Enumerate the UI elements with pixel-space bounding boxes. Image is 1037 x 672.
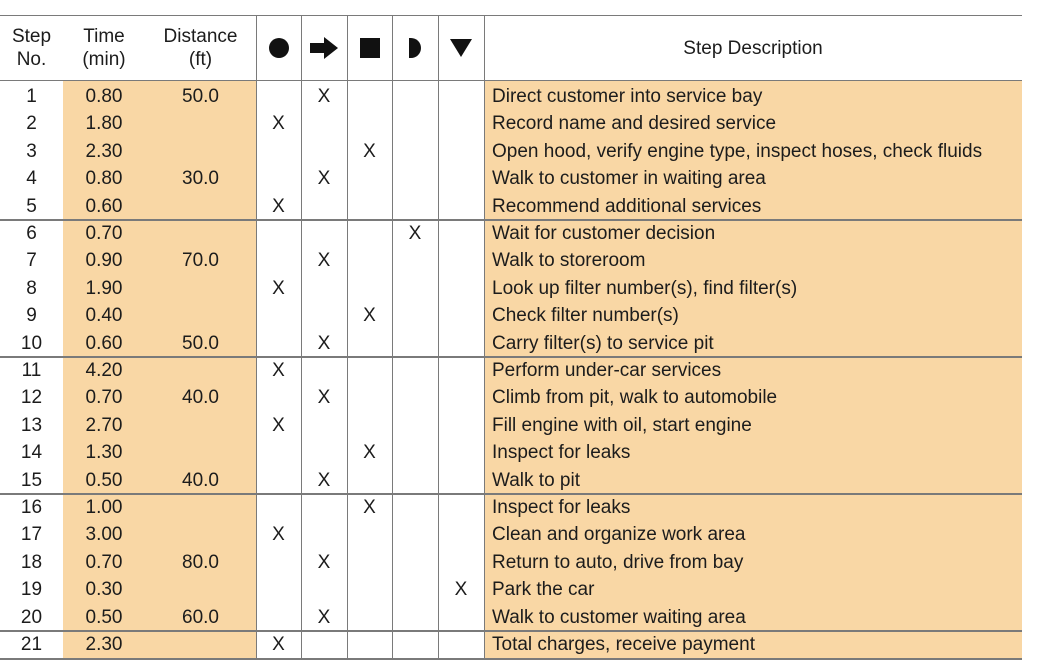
inspection-mark-cell <box>347 384 392 411</box>
distance-cell: 60.0 <box>182 606 219 628</box>
operation-mark-cell <box>256 138 301 165</box>
table-row <box>0 521 1022 548</box>
transport-mark-cell <box>301 576 347 603</box>
storage-mark-cell <box>438 439 484 466</box>
distance-cell <box>145 110 256 137</box>
operation-mark-cell <box>256 494 301 521</box>
inspection-mark-cell <box>347 330 392 357</box>
transport-mark-cell <box>301 193 347 220</box>
inspection-mark-cell <box>347 165 392 192</box>
operation-mark-cell <box>256 604 301 631</box>
delay-mark-cell <box>392 138 438 165</box>
step-no-cell: 13 <box>20 414 43 436</box>
step-description-cell: Inspect for leaks <box>492 497 631 518</box>
operation-mark-cell <box>256 467 301 494</box>
transport-mark-cell: X <box>317 551 331 573</box>
time-cell: 0.60 <box>85 332 123 354</box>
table-row <box>0 247 1022 274</box>
delay-mark-cell <box>392 631 438 658</box>
transport-mark-cell <box>301 110 347 137</box>
step-description-cell: Check filter number(s) <box>492 305 679 327</box>
storage-mark-cell <box>438 494 484 521</box>
time-cell: 0.70 <box>85 223 123 244</box>
transport-mark-cell: X <box>317 387 331 409</box>
table-row <box>0 357 1022 384</box>
inspection-mark-cell <box>347 193 392 220</box>
time-cell: 0.90 <box>85 250 123 272</box>
step-description-cell: Climb from pit, walk to automobile <box>492 387 778 409</box>
delay-mark-cell <box>392 110 438 137</box>
storage-mark-cell <box>438 412 484 439</box>
transport-mark-cell: X <box>317 86 331 107</box>
step-description-cell: Park the car <box>492 579 595 601</box>
delay-mark-cell <box>392 165 438 192</box>
time-cell: 0.60 <box>85 195 123 217</box>
distance-cell: 70.0 <box>182 250 219 272</box>
inspection-mark-cell <box>347 357 392 384</box>
header-time: Time (min) <box>82 26 126 70</box>
distance-cell <box>145 494 256 521</box>
storage-mark-cell <box>438 549 484 576</box>
storage-mark-cell <box>438 302 484 329</box>
transport-arrow-icon <box>301 16 347 80</box>
time-cell: 0.50 <box>85 606 123 628</box>
step-no-cell: 7 <box>26 250 37 272</box>
step-description-cell: Carry filter(s) to service pit <box>492 332 714 354</box>
delay-mark-cell <box>392 83 438 110</box>
step-no-cell: 20 <box>20 606 43 628</box>
inspection-mark-cell <box>347 631 392 658</box>
table-row <box>0 220 1022 247</box>
table-row <box>0 275 1022 302</box>
time-cell: 1.00 <box>85 497 123 518</box>
transport-mark-cell <box>301 220 347 247</box>
storage-mark-cell <box>438 83 484 110</box>
step-no-cell: 12 <box>20 387 43 409</box>
delay-mark-cell <box>392 330 438 357</box>
inspection-mark-cell <box>347 275 392 302</box>
step-description-cell: Fill engine with oil, start engine <box>492 414 752 436</box>
distance-cell <box>145 576 256 603</box>
operation-mark-cell <box>256 83 301 110</box>
operation-mark-cell: X <box>272 634 285 655</box>
storage-mark-cell <box>438 247 484 274</box>
table-row <box>0 193 1022 220</box>
delay-mark-cell <box>392 412 438 439</box>
inspection-mark-cell <box>347 83 392 110</box>
delay-mark-cell <box>392 357 438 384</box>
delay-mark-cell <box>392 439 438 466</box>
step-no-cell: 14 <box>20 442 43 464</box>
time-cell: 1.80 <box>85 113 123 135</box>
inspection-mark-cell: X <box>363 305 376 327</box>
distance-cell <box>145 220 256 247</box>
distance-cell <box>145 302 256 329</box>
header-distance: Distance (ft) <box>163 26 238 70</box>
time-cell: 1.30 <box>85 442 123 464</box>
step-no-cell: 1 <box>26 86 37 107</box>
operation-mark-cell <box>256 384 301 411</box>
inspection-mark-cell <box>347 247 392 274</box>
storage-mark-cell <box>438 275 484 302</box>
table-row <box>0 302 1022 329</box>
distance-cell: 40.0 <box>182 469 219 491</box>
step-no-cell: 4 <box>26 168 37 190</box>
table-row <box>0 467 1022 494</box>
inspection-mark-cell: X <box>363 442 376 464</box>
transport-mark-cell: X <box>317 168 331 190</box>
delay-mark-cell <box>392 467 438 494</box>
time-cell: 0.50 <box>85 469 123 491</box>
delay-mark-cell <box>392 275 438 302</box>
table-row <box>0 412 1022 439</box>
delay-d-icon <box>392 16 438 80</box>
step-no-cell: 10 <box>20 332 43 354</box>
storage-mark-cell <box>438 467 484 494</box>
storage-mark-cell <box>438 330 484 357</box>
inspection-mark-cell: X <box>363 497 376 518</box>
distance-cell <box>145 631 256 658</box>
step-description-cell: Recommend additional services <box>492 195 762 217</box>
step-description-cell: Walk to customer waiting area <box>492 606 746 628</box>
transport-mark-cell: X <box>317 332 331 354</box>
transport-mark-cell <box>301 412 347 439</box>
operation-mark-cell <box>256 302 301 329</box>
table-row <box>0 439 1022 466</box>
storage-mark-cell <box>438 138 484 165</box>
distance-cell <box>145 412 256 439</box>
table-row <box>0 165 1022 192</box>
step-description-cell: Look up filter number(s), find filter(s) <box>492 277 798 299</box>
operation-mark-cell <box>256 330 301 357</box>
operation-mark-cell <box>256 165 301 192</box>
transport-mark-cell <box>301 357 347 384</box>
delay-mark-cell <box>392 576 438 603</box>
operation-mark-cell: X <box>272 113 285 135</box>
step-description-cell: Open hood, verify engine type, inspect hoses, check fluids <box>492 140 983 162</box>
operation-mark-cell <box>256 576 301 603</box>
delay-mark-cell <box>392 521 438 548</box>
delay-mark-cell <box>392 549 438 576</box>
step-no-cell: 3 <box>26 140 37 162</box>
table-row <box>0 549 1022 576</box>
step-description-cell: Walk to pit <box>492 469 580 491</box>
delay-mark-cell <box>392 193 438 220</box>
transport-mark-cell: X <box>317 469 331 491</box>
storage-mark-cell: X <box>454 579 468 601</box>
transport-mark-cell <box>301 275 347 302</box>
operation-mark-cell: X <box>272 195 285 217</box>
inspection-mark-cell <box>347 110 392 137</box>
step-no-cell: 16 <box>20 497 43 518</box>
time-cell: 0.30 <box>85 579 123 601</box>
storage-mark-cell <box>438 357 484 384</box>
time-cell: 2.30 <box>85 140 123 162</box>
transport-mark-cell <box>301 521 347 548</box>
transport-mark-cell: X <box>317 606 331 628</box>
step-description-cell: Direct customer into service bay <box>492 86 763 107</box>
storage-mark-cell <box>438 165 484 192</box>
step-no-cell: 8 <box>26 277 37 299</box>
distance-cell <box>145 357 256 384</box>
table-row <box>0 110 1022 137</box>
inspection-mark-cell <box>347 604 392 631</box>
time-cell: 1.90 <box>85 277 123 299</box>
step-description-cell: Record name and desired service <box>492 113 777 135</box>
step-no-cell: 18 <box>20 551 43 573</box>
time-cell: 4.20 <box>85 360 123 381</box>
operation-mark-cell <box>256 247 301 274</box>
inspection-mark-cell <box>347 576 392 603</box>
distance-cell <box>145 439 256 466</box>
step-no-cell: 9 <box>26 305 37 327</box>
transport-mark-cell: X <box>317 250 331 272</box>
table-row <box>0 138 1022 165</box>
step-description-cell: Return to auto, drive from bay <box>492 551 744 573</box>
table-row <box>0 384 1022 411</box>
time-cell: 3.00 <box>85 524 123 546</box>
inspection-mark-cell <box>347 412 392 439</box>
inspection-mark-cell <box>347 549 392 576</box>
inspection-square-icon <box>347 16 392 80</box>
step-description-cell: Perform under-car services <box>492 360 722 381</box>
distance-cell: 50.0 <box>182 86 219 107</box>
delay-mark-cell <box>392 247 438 274</box>
step-no-cell: 21 <box>20 634 43 655</box>
header-step-no: Step No. <box>11 26 52 70</box>
step-no-cell: 6 <box>26 223 37 244</box>
step-description-cell: Clean and organize work area <box>492 524 746 546</box>
operation-mark-cell: X <box>272 277 285 299</box>
time-cell: 0.40 <box>85 305 123 327</box>
transport-mark-cell <box>301 302 347 329</box>
table-row <box>0 604 1022 631</box>
step-no-cell: 15 <box>20 469 43 491</box>
step-description-cell: Walk to storeroom <box>492 250 646 272</box>
step-no-cell: 19 <box>20 579 43 601</box>
time-cell: 0.80 <box>85 86 123 107</box>
delay-mark-cell <box>392 384 438 411</box>
storage-mark-cell <box>438 193 484 220</box>
storage-mark-cell <box>438 110 484 137</box>
inspection-mark-cell <box>347 521 392 548</box>
distance-cell: 50.0 <box>182 332 219 354</box>
delay-mark-cell <box>392 494 438 521</box>
operation-mark-cell: X <box>272 414 285 436</box>
table-row <box>0 83 1022 110</box>
distance-cell: 80.0 <box>182 551 219 573</box>
transport-mark-cell <box>301 439 347 466</box>
storage-mark-cell <box>438 604 484 631</box>
storage-mark-cell <box>438 631 484 658</box>
step-description-cell: Wait for customer decision <box>492 223 716 244</box>
operation-mark-cell: X <box>272 524 285 546</box>
table-header <box>0 15 1022 81</box>
storage-mark-cell <box>438 384 484 411</box>
step-no-cell: 5 <box>26 195 37 217</box>
header-step-description: Step Description <box>683 37 823 59</box>
distance-cell <box>145 193 256 220</box>
distance-cell <box>145 521 256 548</box>
operation-circle-icon <box>256 16 301 80</box>
table-row <box>0 330 1022 357</box>
operation-mark-cell: X <box>272 360 285 381</box>
time-cell: 0.70 <box>85 387 123 409</box>
delay-mark-cell <box>392 604 438 631</box>
storage-triangle-icon <box>438 16 484 80</box>
distance-cell: 40.0 <box>182 387 219 409</box>
step-no-cell: 11 <box>21 360 42 381</box>
table-row <box>0 494 1022 521</box>
transport-mark-cell <box>301 631 347 658</box>
distance-cell <box>145 138 256 165</box>
inspection-mark-cell: X <box>363 140 376 162</box>
table-row <box>0 631 1022 658</box>
table-row <box>0 576 1022 603</box>
inspection-mark-cell <box>347 220 392 247</box>
time-cell: 0.70 <box>85 551 123 573</box>
step-no-cell: 17 <box>20 524 43 546</box>
transport-mark-cell <box>301 494 347 521</box>
step-description-cell: Total charges, receive payment <box>492 634 755 655</box>
time-cell: 2.70 <box>85 414 123 436</box>
storage-mark-cell <box>438 220 484 247</box>
operation-mark-cell <box>256 220 301 247</box>
operation-mark-cell <box>256 439 301 466</box>
inspection-mark-cell <box>347 467 392 494</box>
distance-cell: 30.0 <box>182 168 219 190</box>
step-description-cell: Walk to customer in waiting area <box>492 168 766 190</box>
step-description-cell: Inspect for leaks <box>492 442 631 464</box>
delay-mark-cell: X <box>408 223 422 244</box>
distance-cell <box>145 275 256 302</box>
operation-mark-cell <box>256 549 301 576</box>
transport-mark-cell <box>301 138 347 165</box>
step-no-cell: 2 <box>26 113 37 135</box>
time-cell: 2.30 <box>85 634 123 655</box>
storage-mark-cell <box>438 521 484 548</box>
delay-mark-cell <box>392 302 438 329</box>
time-cell: 0.80 <box>85 168 123 190</box>
